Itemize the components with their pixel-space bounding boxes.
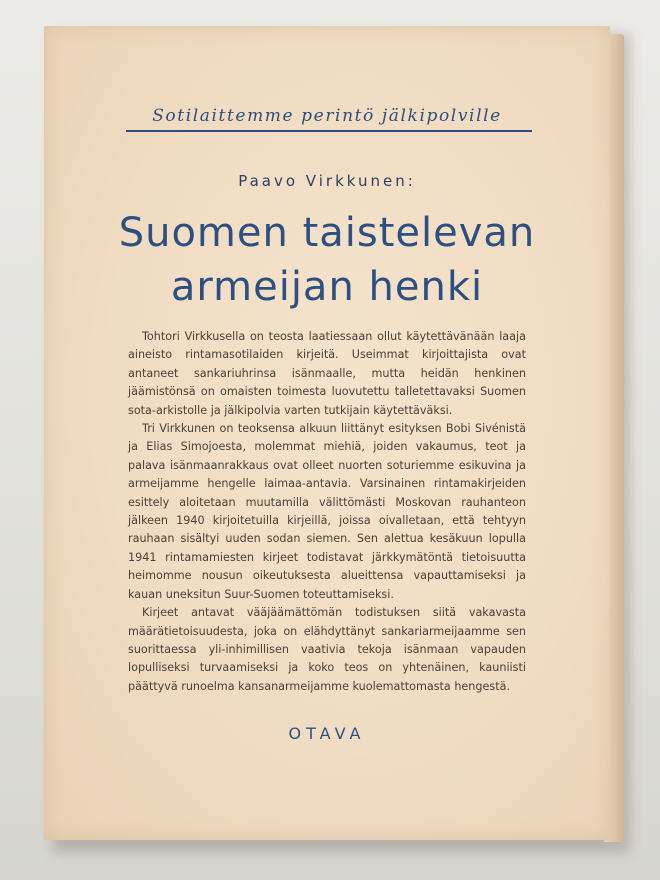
book-title-line-2: armeijan henki <box>170 264 484 310</box>
publisher-name: OTAVA <box>288 724 366 743</box>
blurb-paragraph-1: Tohtori Virkkusella on teosta laatiessaan ollut käytettävänään laaja aineisto rintamasotilaiden kirjeitä. Useimmat kirjoittajista ovat antaneet sankariuhrinsa isänmaalle, mutta heidän henkinen jäämistönsä on omaisten toimesta luovutettu talletettavaksi Suomen sota-arkistolle ja jälkipolvia varten tutkijain käytettäväksi. <box>128 330 526 417</box>
series-title: Sotilaittemme perintö jälkipolville <box>152 106 502 126</box>
author-name: Paavo Virkkunen: <box>238 172 416 190</box>
blurb-paragraph-3: Kirjeet antavat vääjäämättömän todistuksen siitä vakavasta määrätietoisuudesta, joka on elähdyttänyt sankariarmeijaamme sen suorittaessa yli-inhimillisen vaativia tekoja isänmaan vapauden lopulliseksi turvaamiseksi ja koko teos on yhtenäinen, kauniisti päättyvä runoelma kansanarmeijamme kuolemattomasta hengestä. <box>128 606 526 693</box>
blurb-text <box>128 328 526 696</box>
book-title-line-1: Suomen taistelevan <box>118 210 536 256</box>
series-underline <box>126 130 532 132</box>
book-back-cover <box>44 26 610 840</box>
blurb-paragraph-2: Tri Virkkunen on teoksensa alkuun liittänyt esityksen Bobi Sivénistä ja Elias Simojoesta, molemmat miehiä, joiden vakaumus, teot ja palava isänmaanrakkaus ovat olleet nuorten soturiemme esikuvina ja armeijamme hengelle laimaa-antavia. Varsinainen rintamakirjeiden esittely aloitetaan muutamilla välittömästi Moskovan rauhanteon jälkeen 1940 kirjoitetuilla kirjeillä, joissa oivalletaan, että tehtyyn rauhaan sisältyi uuden sodan siemen. Sen alettua kesäkuun lopulla 1941 rintamamiesten kirjeet todistavat järkkymätöntä tietoisuutta heimomme nousun oikeutuksesta alueittensa vapauttamiseksi ja kauan uneksitun Suur-Suomen toteuttamiseksi. <box>128 422 526 601</box>
